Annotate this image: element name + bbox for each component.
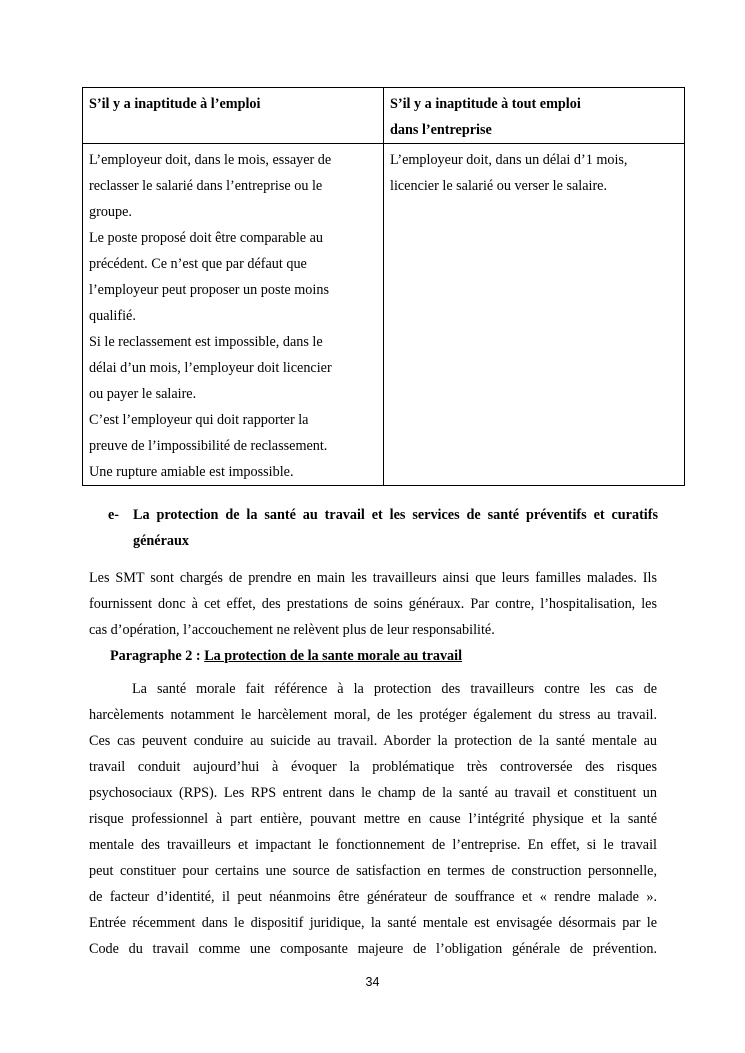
paragraph-line: Ces cas peuvent conduire au suicide au travail. Aborder la protection de la santé mentale au <box>89 733 657 749</box>
paragraph-line: La santé morale fait référence à la protection des travailleurs contre les cas de <box>132 681 657 697</box>
paragraph-line: Entrée récemment dans le dispositif juridique, la santé mentale est envisagée désormais par le <box>89 915 657 931</box>
table-cell-line: l’employeur peut proposer un poste moins <box>89 282 329 298</box>
paragraph-line: psychosociaux (RPS). Les RPS entrent dans le champ de la santé au travail et constituent un <box>89 785 657 801</box>
table-cell-line: Le poste proposé doit être comparable au <box>89 230 324 246</box>
section-marker: e- <box>108 507 120 523</box>
paragraph-line: cas d’opération, l’accouchement ne relèvent plus de leur responsabilité. <box>89 622 495 638</box>
table-cell-line: groupe. <box>89 204 132 220</box>
paragraph-line: Les SMT sont chargés de prendre en main les travailleurs ainsi que leurs familles malades. Ils <box>89 570 657 586</box>
paragraph-line: mentale des travailleurs et impactant le fonctionnement de l’entreprise. En effet, si le travail <box>89 837 657 853</box>
table-cell-line: qualifié. <box>89 308 136 324</box>
table-cell-line: C’est l’employeur qui doit rapporter la <box>89 412 309 428</box>
section-heading <box>108 502 658 554</box>
subheading <box>110 645 462 667</box>
table-cell-left <box>83 144 384 486</box>
inaptitude-comparison-table <box>82 87 685 486</box>
table-header-right-line: S’il y a inaptitude à tout emploi <box>390 96 581 112</box>
table-header-right-line: dans l’entreprise <box>390 122 492 138</box>
table-cell-line: ou payer le salaire. <box>89 386 197 402</box>
paragraph-line: de facteur d’identité, il peut néanmoins être générateur de souffrance et « rendre malade ». <box>89 889 657 905</box>
page-number: 34 <box>365 975 380 989</box>
paragraph-line: peut constituer pour certains une source de satisfaction en termes de construction personnelle, <box>89 863 657 879</box>
paragraph-line: fournissent donc à cet effet, des prestations de soins généraux. Par contre, l’hospitalisation, les <box>89 596 657 612</box>
paragraph-sante-morale <box>89 676 657 962</box>
table-cell-line: L’employeur doit, dans le mois, essayer de <box>89 152 332 168</box>
table-header-row <box>83 88 685 144</box>
table-cell-right <box>384 144 685 486</box>
paragraph-line: risque professionnel à part entière, pouvant mettre en cause l’intégrité physique et la santé <box>89 811 657 827</box>
subheading-label: Paragraphe 2 : <box>110 648 201 664</box>
table-cell-line: délai d’un mois, l’employeur doit licencier <box>89 360 332 376</box>
table-cell-line: Une rupture amiable est impossible. <box>89 464 294 480</box>
table-cell-line: preuve de l’impossibilité de reclassement. <box>89 438 328 454</box>
paragraph-line: harcèlements notamment le harcèlement moral, de les protéger également du stress au travail. <box>89 707 657 723</box>
section-heading-text: La protection de la santé au travail et les services de santé préventifs et curatifs généraux <box>133 507 658 549</box>
paragraph-smt <box>89 565 657 643</box>
table-cell-line: licencier le salarié ou verser le salaire. <box>390 178 608 194</box>
paragraph-line: Code du travail comme une composante majeure de l’obligation générale de prévention. <box>89 941 657 957</box>
table-cell-line: Si le reclassement est impossible, dans le <box>89 334 323 350</box>
subheading-title: La protection de la sante morale au travail <box>204 648 463 664</box>
table-header-right <box>384 88 685 144</box>
paragraph-line: travail conduit aujourd’hui à évoquer la problématique très controversée des risques <box>89 759 657 775</box>
table-cell-line: reclasser le salarié dans l’entreprise ou le <box>89 178 323 194</box>
table-cell-line: précédent. Ce n’est que par défaut que <box>89 256 307 272</box>
table-header-left-text: S’il y a inaptitude à l’emploi <box>89 96 261 112</box>
table-cell-line: L’employeur doit, dans un délai d’1 mois, <box>390 152 628 168</box>
table-body-row <box>83 144 685 486</box>
table-header-left <box>83 88 384 144</box>
